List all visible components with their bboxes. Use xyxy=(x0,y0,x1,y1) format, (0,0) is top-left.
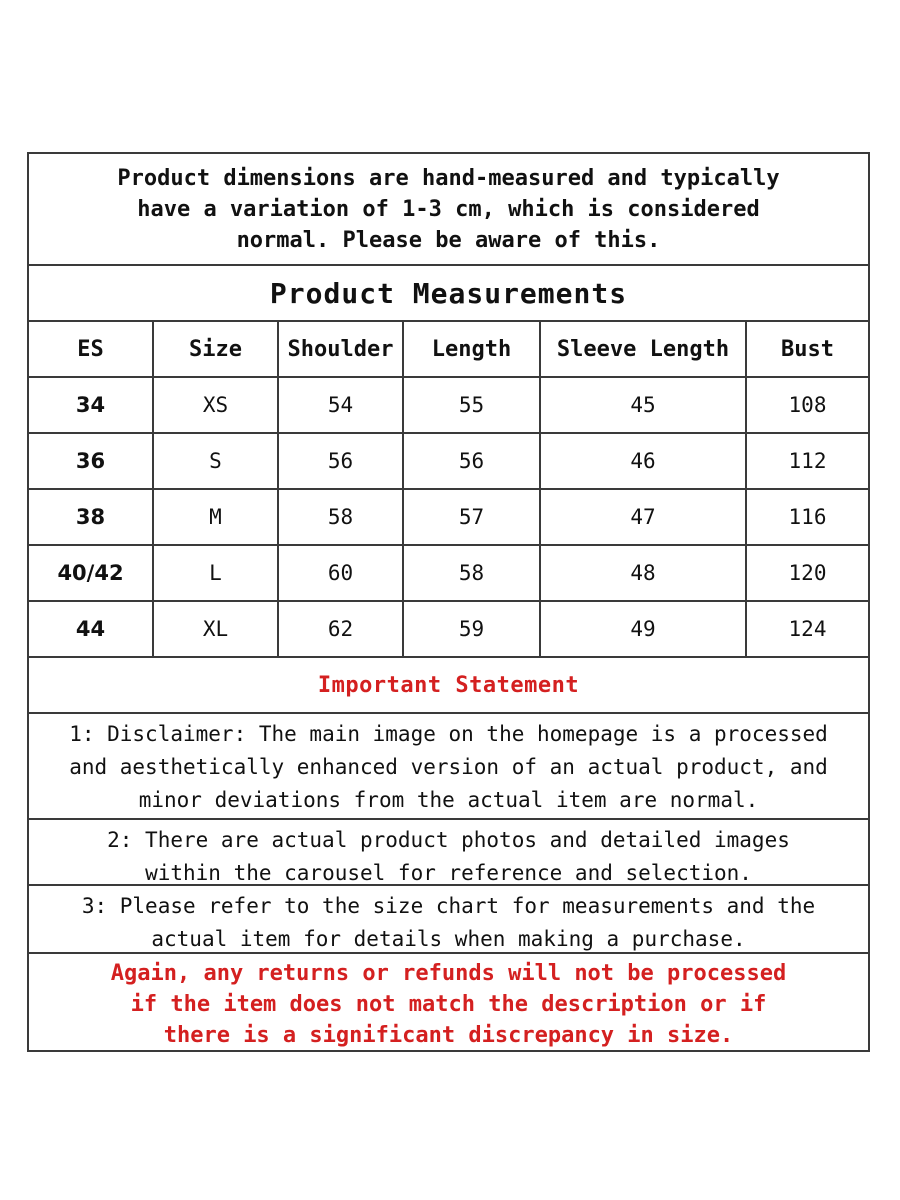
cell-shoulder: 56 xyxy=(278,433,403,489)
table-row xyxy=(29,377,868,433)
statement-line: and aesthetically enhanced version of an actual product, and xyxy=(69,755,828,779)
cell-sleeve-length: 48 xyxy=(540,545,746,601)
cell-sleeve-length: 45 xyxy=(540,377,746,433)
cell-shoulder: 62 xyxy=(278,601,403,657)
measurement-notice xyxy=(29,154,868,266)
statement-item-3 xyxy=(29,886,868,954)
statement-line: 2: There are actual product photos and detailed images xyxy=(107,828,790,852)
cell-shoulder: 54 xyxy=(278,377,403,433)
cell-length: 58 xyxy=(403,545,540,601)
size-chart xyxy=(27,152,870,1052)
cell-bust: 116 xyxy=(746,489,868,545)
cell-size: S xyxy=(153,433,278,489)
header-size: Size xyxy=(153,322,278,377)
notice-line: Product dimensions are hand-measured and typically xyxy=(117,165,780,191)
cell-bust: 112 xyxy=(746,433,868,489)
cell-size: XS xyxy=(153,377,278,433)
measurements-table xyxy=(29,322,868,658)
table-row xyxy=(29,433,868,489)
cell-shoulder: 60 xyxy=(278,545,403,601)
cell-bust: 108 xyxy=(746,377,868,433)
cell-length: 56 xyxy=(403,433,540,489)
table-row xyxy=(29,489,868,545)
statement-item-2 xyxy=(29,820,868,886)
header-row xyxy=(29,322,868,377)
statement-line: within the carousel for reference and selection. xyxy=(145,861,752,885)
cell-es: 44 xyxy=(29,601,153,657)
cell-length: 59 xyxy=(403,601,540,657)
cell-es: 34 xyxy=(29,377,153,433)
header-length: Length xyxy=(403,322,540,377)
header-es: ES xyxy=(29,322,153,377)
statement-line: actual item for details when making a purchase. xyxy=(151,927,746,951)
cell-length: 57 xyxy=(403,489,540,545)
statement-line: 3: Please refer to the size chart for measurements and the xyxy=(81,894,816,918)
cell-size: M xyxy=(153,489,278,545)
statement-item-1 xyxy=(29,714,868,820)
header-shoulder: Shoulder xyxy=(278,322,403,377)
header-sleeve-length: Sleeve Length xyxy=(540,322,746,377)
cell-bust: 124 xyxy=(746,601,868,657)
cell-es: 40/42 xyxy=(29,545,153,601)
warning-line: Again, any returns or refunds will not be processed xyxy=(110,961,787,986)
cell-size: XL xyxy=(153,601,278,657)
table-row xyxy=(29,545,868,601)
important-statement-title: Important Statement xyxy=(29,658,868,714)
cell-es: 36 xyxy=(29,433,153,489)
statement-line: minor deviations from the actual item are normal. xyxy=(138,788,759,812)
notice-line: normal. Please be aware of this. xyxy=(236,227,661,253)
cell-size: L xyxy=(153,545,278,601)
warning-line: if the item does not match the description or if xyxy=(130,992,767,1017)
cell-bust: 120 xyxy=(746,545,868,601)
cell-sleeve-length: 49 xyxy=(540,601,746,657)
statement-line: 1: Disclaimer: The main image on the homepage is a processed xyxy=(69,722,828,746)
warning-line: there is a significant discrepancy in size. xyxy=(163,1023,734,1048)
cell-es: 38 xyxy=(29,489,153,545)
cell-sleeve-length: 46 xyxy=(540,433,746,489)
cell-length: 55 xyxy=(403,377,540,433)
returns-warning xyxy=(29,954,868,1050)
cell-shoulder: 58 xyxy=(278,489,403,545)
table-title: Product Measurements xyxy=(29,266,868,322)
cell-sleeve-length: 47 xyxy=(540,489,746,545)
header-bust: Bust xyxy=(746,322,868,377)
table-row xyxy=(29,601,868,657)
notice-line: have a variation of 1-3 cm, which is considered xyxy=(137,196,760,222)
